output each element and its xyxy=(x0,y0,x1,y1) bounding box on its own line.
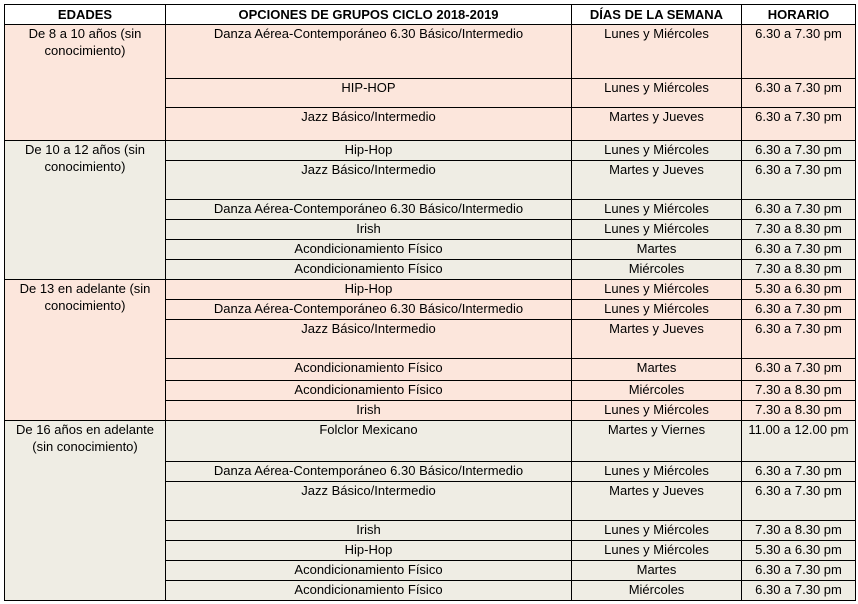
days-cell: Lunes y Miércoles xyxy=(572,462,742,482)
option-cell: Irish xyxy=(166,521,572,541)
option-cell: Jazz Básico/Intermedio xyxy=(166,320,572,359)
days-cell: Miércoles xyxy=(572,260,742,280)
table-row xyxy=(5,141,856,161)
days-cell: Lunes y Miércoles xyxy=(572,141,742,161)
time-cell: 6.30 a 7.30 pm xyxy=(742,79,856,108)
option-cell: Acondicionamiento Físico xyxy=(166,359,572,381)
header-schedule: HORARIO xyxy=(742,5,856,25)
option-cell: Irish xyxy=(166,401,572,421)
time-cell: 6.30 a 7.30 pm xyxy=(742,320,856,359)
option-cell: Danza Aérea-Contemporáneo 6.30 Básico/Intermedio xyxy=(166,200,572,220)
option-cell: Irish xyxy=(166,220,572,240)
time-cell: 6.30 a 7.30 pm xyxy=(742,108,856,141)
time-cell: 6.30 a 7.30 pm xyxy=(742,561,856,581)
days-cell: Lunes y Miércoles xyxy=(572,300,742,320)
option-cell: Hip-Hop xyxy=(166,141,572,161)
age-group-cell: De 13 en adelante (sin conocimiento) xyxy=(5,280,166,421)
time-cell: 6.30 a 7.30 pm xyxy=(742,482,856,521)
option-cell: Hip-Hop xyxy=(166,280,572,300)
time-cell: 6.30 a 7.30 pm xyxy=(742,25,856,79)
time-cell: 11.00 a 12.00 pm xyxy=(742,421,856,462)
option-cell: Danza Aérea-Contemporáneo 6.30 Básico/Intermedio xyxy=(166,300,572,320)
time-cell: 5.30 a 6.30 pm xyxy=(742,280,856,300)
days-cell: Martes y Viernes xyxy=(572,421,742,462)
days-cell: Miércoles xyxy=(572,581,742,601)
option-cell: Jazz Básico/Intermedio xyxy=(166,108,572,141)
option-cell: Acondicionamiento Físico xyxy=(166,381,572,401)
table-row xyxy=(5,421,856,462)
option-cell: Folclor Mexicano xyxy=(166,421,572,462)
days-cell: Martes y Jueves xyxy=(572,161,742,200)
option-cell: Jazz Básico/Intermedio xyxy=(166,482,572,521)
time-cell: 6.30 a 7.30 pm xyxy=(742,240,856,260)
option-cell: Jazz Básico/Intermedio xyxy=(166,161,572,200)
header-ages: EDADES xyxy=(5,5,166,25)
option-cell: Acondicionamiento Físico xyxy=(166,240,572,260)
time-cell: 6.30 a 7.30 pm xyxy=(742,300,856,320)
days-cell: Martes xyxy=(572,359,742,381)
days-cell: Miércoles xyxy=(572,381,742,401)
time-cell: 7.30 a 8.30 pm xyxy=(742,381,856,401)
option-cell: Acondicionamiento Físico xyxy=(166,561,572,581)
days-cell: Lunes y Miércoles xyxy=(572,401,742,421)
header-days: DÍAS DE LA SEMANA xyxy=(572,5,742,25)
time-cell: 6.30 a 7.30 pm xyxy=(742,161,856,200)
option-cell: Danza Aérea-Contemporáneo 6.30 Básico/Intermedio xyxy=(166,462,572,482)
days-cell: Martes xyxy=(572,240,742,260)
days-cell: Lunes y Miércoles xyxy=(572,220,742,240)
days-cell: Lunes y Miércoles xyxy=(572,521,742,541)
days-cell: Martes y Jueves xyxy=(572,108,742,141)
age-group-cell: De 8 a 10 años (sin conocimiento) xyxy=(5,25,166,141)
days-cell: Lunes y Miércoles xyxy=(572,25,742,79)
days-cell: Lunes y Miércoles xyxy=(572,541,742,561)
table-row xyxy=(5,25,856,79)
time-cell: 6.30 a 7.30 pm xyxy=(742,200,856,220)
time-cell: 5.30 a 6.30 pm xyxy=(742,541,856,561)
option-cell: Hip-Hop xyxy=(166,541,572,561)
age-group-cell: De 16 años en adelante (sin conocimiento) xyxy=(5,421,166,601)
time-cell: 6.30 a 7.30 pm xyxy=(742,581,856,601)
days-cell: Martes y Jueves xyxy=(572,320,742,359)
time-cell: 7.30 a 8.30 pm xyxy=(742,521,856,541)
header-row xyxy=(5,5,856,25)
time-cell: 6.30 a 7.30 pm xyxy=(742,359,856,381)
table-row xyxy=(5,280,856,300)
days-cell: Martes xyxy=(572,561,742,581)
days-cell: Martes y Jueves xyxy=(572,482,742,521)
days-cell: Lunes y Miércoles xyxy=(572,79,742,108)
time-cell: 7.30 a 8.30 pm xyxy=(742,401,856,421)
days-cell: Lunes y Miércoles xyxy=(572,280,742,300)
time-cell: 7.30 a 8.30 pm xyxy=(742,220,856,240)
header-options: OPCIONES DE GRUPOS CICLO 2018-2019 xyxy=(166,5,572,25)
time-cell: 6.30 a 7.30 pm xyxy=(742,462,856,482)
option-cell: HIP-HOP xyxy=(166,79,572,108)
schedule-table xyxy=(4,4,856,601)
age-group-cell: De 10 a 12 años (sin conocimiento) xyxy=(5,141,166,280)
time-cell: 6.30 a 7.30 pm xyxy=(742,141,856,161)
days-cell: Lunes y Miércoles xyxy=(572,200,742,220)
option-cell: Danza Aérea-Contemporáneo 6.30 Básico/Intermedio xyxy=(166,25,572,79)
option-cell: Acondicionamiento Físico xyxy=(166,260,572,280)
schedule-body xyxy=(5,25,856,601)
time-cell: 7.30 a 8.30 pm xyxy=(742,260,856,280)
option-cell: Acondicionamiento Físico xyxy=(166,581,572,601)
